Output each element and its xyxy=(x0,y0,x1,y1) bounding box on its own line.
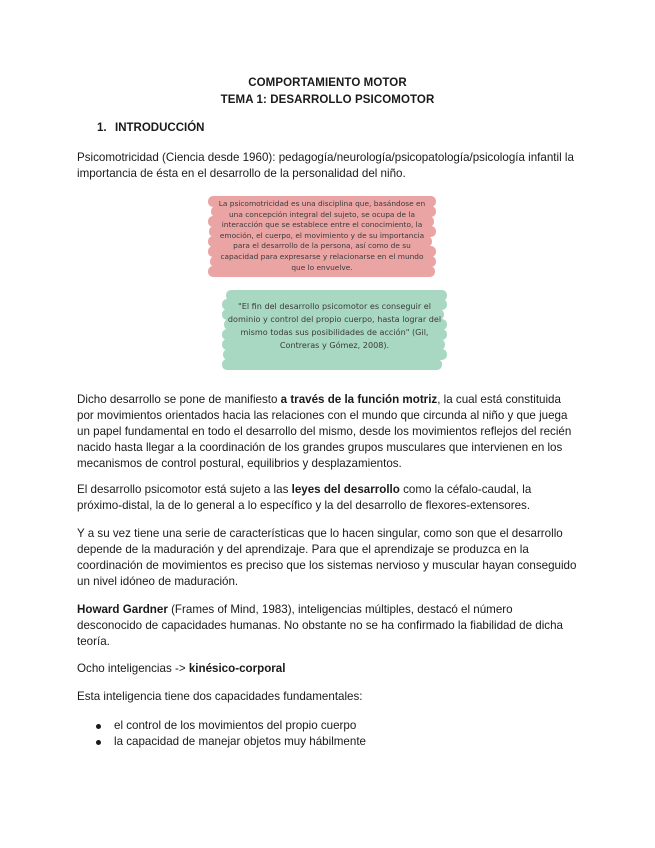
paragraph-capacidades: Esta inteligencia tiene dos capacidades fundamentales: xyxy=(77,690,363,703)
paragraph-leyes-desarrollo xyxy=(77,482,579,514)
paragraph-text: como la céfalo-caudal, la próximo-distal, la de lo general a lo específico y la del desarrollo de flexores-extensores. xyxy=(77,483,532,512)
bullet-list xyxy=(77,718,366,750)
sticky-note-red xyxy=(208,196,436,278)
list-item-text: la capacidad de manejar objetos muy hábilmente xyxy=(114,735,366,748)
paragraph-caracteristicas: Y a su vez tiene una serie de características que lo hacen singular, como son que el desarrollo depende de la maduración y del aprendizaje. Para que el aprendizaje se produzca en la coordinación de movimientos es preciso que los sistemas nervioso y muscular hayan conseguido un nivel idóneo de maduración. xyxy=(77,527,577,588)
bold-term: Howard Gardner xyxy=(77,603,168,616)
paragraph-gardner xyxy=(77,602,579,650)
paragraph-ocho-inteligencias xyxy=(77,661,579,677)
paragraph-funcion-motriz xyxy=(77,392,579,472)
bullet-icon xyxy=(96,724,101,729)
section-heading xyxy=(97,122,204,134)
section-title: INTRODUCCIÓN xyxy=(115,122,205,134)
bold-term: kinésico-corporal xyxy=(188,662,286,675)
bullet-icon xyxy=(96,740,101,745)
section-number: 1. xyxy=(97,122,107,134)
document-title: COMPORTAMIENTO MOTOR xyxy=(248,77,407,89)
paragraph-text: Dicho desarrollo se pone de manifiesto xyxy=(77,393,281,406)
paragraph-text: El desarrollo psicomotor está sujeto a las xyxy=(77,483,292,496)
bold-term: leyes del desarrollo xyxy=(291,483,400,496)
sticky-note-green-text: "El fin del desarrollo psicomotor es conseguir el dominio y control del propio cuerpo, hasta lograr del mismo todas sus posibilidades de acción" (Gil, Contreras y Gómez, 2008). xyxy=(227,301,442,350)
list-item xyxy=(77,718,366,734)
paragraph-text: (Frames of Mind, 1983), inteligencias múltiples, destacó el número desconocido de capacidades humanas. No obstante no se ha confirmado la fiabilidad de dicha teoría. xyxy=(77,603,563,648)
document-subtitle: TEMA 1: DESARROLLO PSICOMOTOR xyxy=(220,94,435,106)
list-item-text: el control de los movimientos del propio cuerpo xyxy=(114,719,357,732)
bold-term: a través de la función motriz xyxy=(280,393,438,406)
intro-paragraph: Psicomotricidad (Ciencia desde 1960): pedagogía/neurología/psicopatología/psicología infantil la importancia de ésta en el desarrollo de la personalidad del niño. xyxy=(77,151,574,180)
sticky-note-red-text: La psicomotricidad es una disciplina que, basándose en una concepción integral del sujeto, se ocupa de la interacción que se establece entre el conocimiento, la emoción, el cuerpo, el movimiento y de su importancia para el desarrollo de la persona, así como de su capacidad para expresarse y relacionarse en el mundo que lo envuelve. xyxy=(218,199,426,272)
list-item xyxy=(77,734,366,750)
sticky-note-green xyxy=(222,290,447,370)
paragraph-text: Ocho inteligencias -> xyxy=(77,662,189,675)
paragraph-text: , la cual está constituida por movimientos orientados hacia las relaciones con el mundo que circunda al niño y que juega un papel fundamental en todo el desarrollo del mismo, desde los movimientos reflejos del recién nacido hasta llegar a la coordinación de los grandes grupos musculares que intervienen en los mecanismos de control postural, equilibrios y desplazamientos. xyxy=(77,393,572,470)
